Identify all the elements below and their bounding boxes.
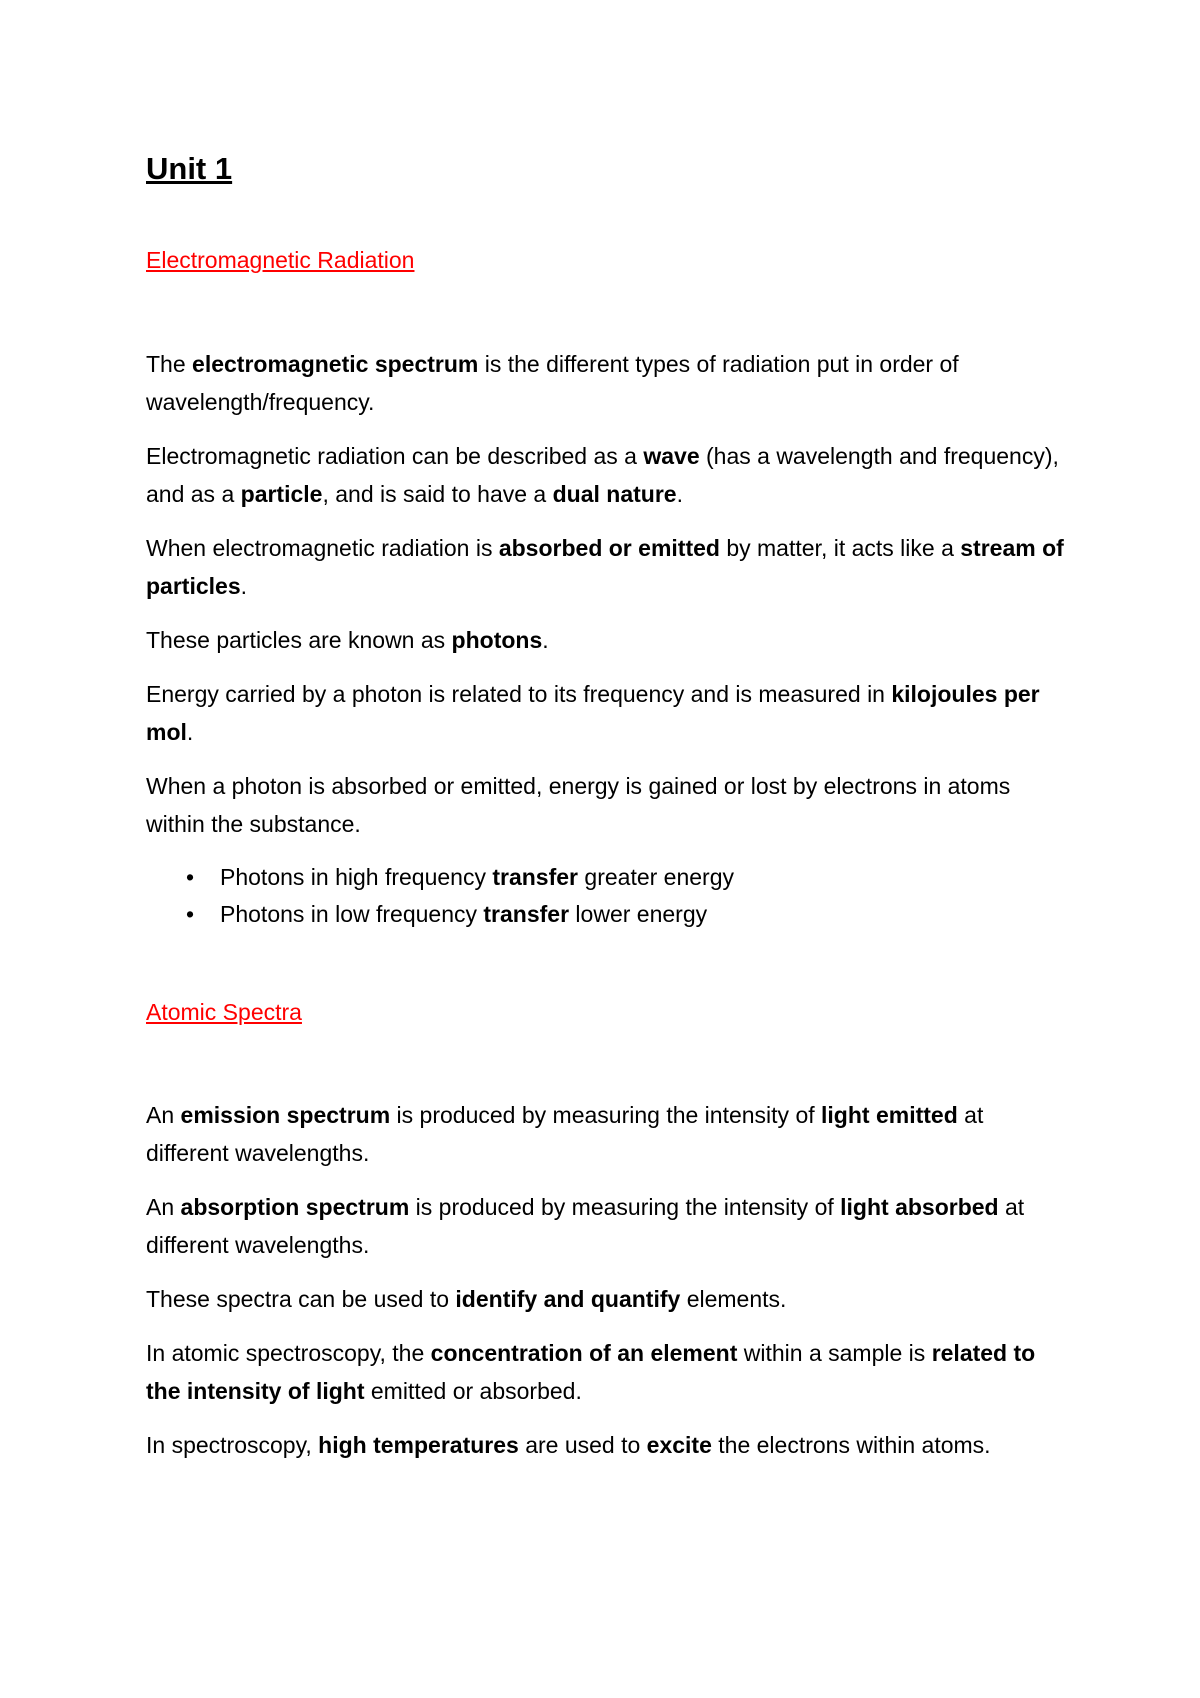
paragraph-text-run: elements. [680,1286,787,1313]
paragraph-text-run: When electromagnetic radiation is [146,534,499,561]
paragraph [146,675,1066,751]
paragraph-text-run: are used to [518,1432,647,1459]
unit-title: Unit 1 [146,151,233,186]
paragraph-text-run: In spectroscopy, [146,1432,319,1459]
paragraph-bold-run: light absorbed [840,1194,999,1221]
paragraph-text-run: at different wavelengths. [146,1102,984,1167]
paragraph-text-run: An [146,1194,181,1221]
bullet-bold-run: transfer [483,900,570,927]
paragraph-text-run: These particles are known as [146,626,452,653]
bullet-text-run: Photons in high frequency [220,863,493,890]
bullet-text-run: Photons in low frequency [220,900,484,927]
paragraph-text-run: at different wavelengths. [146,1194,1025,1259]
paragraph-text-run: These spectra can be used to [146,1286,456,1313]
paragraph-text-run: is the different types of radiation put in order of wavelength/frequency. [146,350,959,415]
paragraph-bold-run: related to the intensity of light [146,1340,1036,1405]
paragraph [146,1280,1066,1318]
paragraph [146,345,1066,421]
paragraph-bold-run: stream of particles [146,534,1064,599]
document-page [146,150,1066,1480]
paragraph-bold-run: identify and quantify [455,1286,681,1313]
bullet-bold-run: transfer [492,863,579,890]
paragraph [146,529,1066,605]
paragraph [146,437,1066,513]
paragraph-bold-run: light emitted [821,1102,958,1129]
paragraph-text-run: . [676,480,683,507]
paragraph [146,1188,1066,1264]
paragraph [146,1096,1066,1172]
paragraph-bold-run: electromagnetic spectrum [192,350,479,377]
paragraph-bold-run: particle [240,480,323,507]
paragraph-bold-run: excite [646,1432,712,1459]
paragraph-text-run: within a sample is [737,1340,932,1367]
paragraph-text-run: Energy carried by a photon is related to its frequency and is measured in [146,680,892,707]
paragraph-text-run: The [146,350,193,377]
paragraph-text-run: Electromagnetic radiation can be described as a [146,442,644,469]
paragraph-bold-run: kilojoules per mol [146,680,1040,745]
bullet-text-run: greater energy [578,863,734,890]
paragraph-text-run: . [186,718,194,745]
paragraph-text-run: is produced by measuring the intensity of [390,1102,822,1129]
paragraph [146,1426,1066,1464]
paragraph-text-run: An [146,1102,181,1129]
paragraph-bold-run: photons [451,626,543,653]
paragraph-text-run: In atomic spectroscopy, the [146,1340,431,1367]
bullet-dot-icon: • [186,900,195,927]
paragraph-bold-run: high temperatures [318,1432,519,1459]
paragraph-bold-run: concentration of an element [430,1340,738,1367]
paragraph-bold-run: emission spectrum [180,1102,391,1129]
paragraph-bold-run: dual nature [552,480,677,507]
paragraph-text-run: . [542,626,549,653]
bullet-text-run: lower energy [569,900,708,927]
paragraph-text-run: is produced by measuring the intensity of [409,1194,841,1221]
paragraph [146,1334,1066,1410]
paragraph-text-run: (has a wavelength and frequency), and as a [146,442,1059,507]
paragraph [146,621,1066,659]
paragraph [146,767,1066,843]
section-heading: Electromagnetic Radiation [146,247,415,274]
section-heading: Atomic Spectra [146,998,302,1025]
paragraph-bold-run: absorbed or emitted [498,534,720,561]
paragraph-bold-run: absorption spectrum [180,1194,410,1221]
bullet-item [146,859,1066,896]
paragraph-text-run: When a photon is absorbed or emitted, energy is gained or lost by electrons in atoms within the substance. [146,772,1011,837]
bullet-item [146,896,1066,933]
document-body [146,247,1066,1464]
paragraph-text-run: the electrons within atoms. [711,1432,991,1459]
paragraph-text-run: . [240,572,247,599]
bullet-dot-icon: • [186,863,195,890]
paragraph-text-run: , and is said to have a [322,480,553,507]
paragraph-bold-run: wave [643,442,700,469]
paragraph-text-run: emitted or absorbed. [364,1378,582,1405]
bullet-list [146,859,1066,933]
paragraph-text-run: by matter, it acts like a [719,534,961,561]
